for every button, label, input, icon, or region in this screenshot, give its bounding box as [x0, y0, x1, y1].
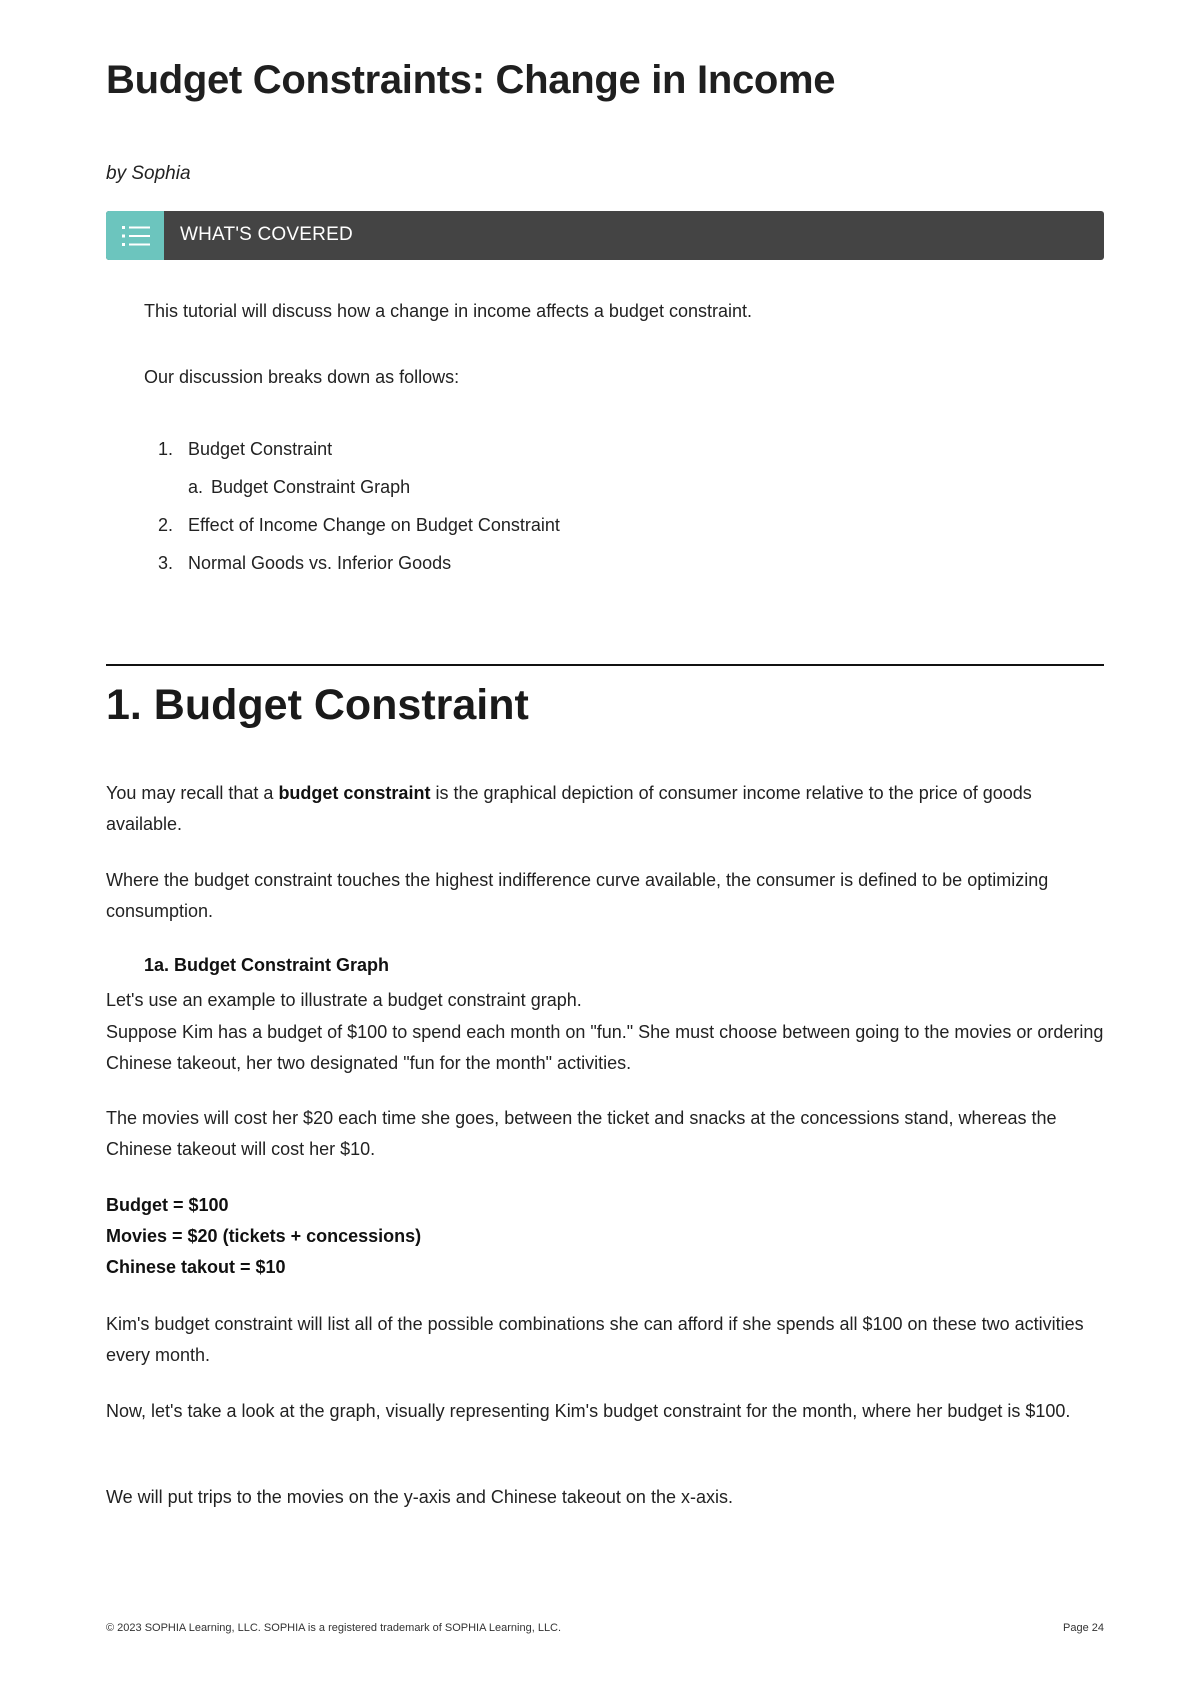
section-heading: 1. Budget Constraint	[106, 681, 529, 729]
paragraph-text: is the graphical depiction of consumer income relative to the price of goods available.	[106, 783, 1032, 834]
paragraph-example-intro: Let's use an example to illustrate a budget constraint graph.	[106, 990, 582, 1010]
paragraph-combinations: Kim's budget constraint will list all of the possible combinations she can afford if she spends all $100 on these two activities every month.	[106, 1314, 1084, 1365]
section-divider	[106, 664, 1104, 666]
subsection-heading: 1a. Budget Constraint Graph	[144, 955, 390, 975]
table-of-contents	[144, 436, 1044, 588]
footer-copyright: © 2023 SOPHIA Learning, LLC. SOPHIA is a registered trademark of SOPHIA Learning, LLC.	[106, 1622, 562, 1634]
toc-item	[144, 436, 1044, 474]
toc-text: Budget Constraint Graph	[211, 477, 411, 497]
paragraph-costs: The movies will cost her $20 each time she goes, between the ticket and snacks at the concessions stand, whereas the Chinese takeout will cost her $10.	[106, 1108, 1057, 1159]
paragraph-text: You may recall that a	[106, 783, 279, 803]
toc-text: Budget Constraint	[188, 439, 333, 459]
whats-covered-label: WHAT'S COVERED	[180, 224, 353, 245]
budget-equation: Budget = $100	[106, 1195, 229, 1215]
toc-subitem	[144, 474, 1044, 512]
toc-number: a.	[188, 477, 204, 497]
paragraph-definition	[106, 778, 1104, 840]
document-page	[106, 0, 1104, 1698]
toc-text: Effect of Income Change on Budget Constraint	[188, 515, 560, 535]
takeout-equation: Chinese takout = $10	[106, 1257, 286, 1277]
bold-term: budget constraint	[278, 783, 431, 803]
list-icon	[122, 224, 150, 248]
movies-equation: Movies = $20 (tickets + concessions)	[106, 1226, 422, 1246]
paragraph-optimizing: Where the budget constraint touches the highest indifference curve available, the consumer is defined to be optimizing consumption.	[106, 870, 1049, 921]
toc-number: 1.	[158, 439, 174, 459]
footer-page-number: Page 24	[1063, 1622, 1104, 1634]
whats-covered-banner	[106, 211, 1104, 260]
intro-text: This tutorial will discuss how a change in income affects a budget constraint.	[144, 301, 752, 321]
intro-text-outline: Our discussion breaks down as follows:	[144, 367, 460, 387]
toc-text: Normal Goods vs. Inferior Goods	[188, 553, 452, 573]
toc-number: 3.	[158, 553, 174, 573]
page-title: Budget Constraints: Change in Income	[106, 58, 836, 102]
paragraph-axes: We will put trips to the movies on the y-axis and Chinese takeout on the x-axis.	[106, 1487, 733, 1507]
toc-item	[144, 550, 1044, 588]
author-byline: by Sophia	[106, 163, 191, 184]
toc-number: 2.	[158, 515, 174, 535]
whats-covered-icon-box	[106, 211, 164, 260]
toc-item	[144, 512, 1044, 550]
paragraph-example-scenario: Suppose Kim has a budget of $100 to spend each month on "fun." She must choose between going to the movies or ordering Chinese takeout, her two designated "fun for the month" activities.	[106, 1022, 1104, 1073]
paragraph-graph-intro: Now, let's take a look at the graph, visually representing Kim's budget constraint for the month, where her budget is $100.	[106, 1401, 1071, 1421]
